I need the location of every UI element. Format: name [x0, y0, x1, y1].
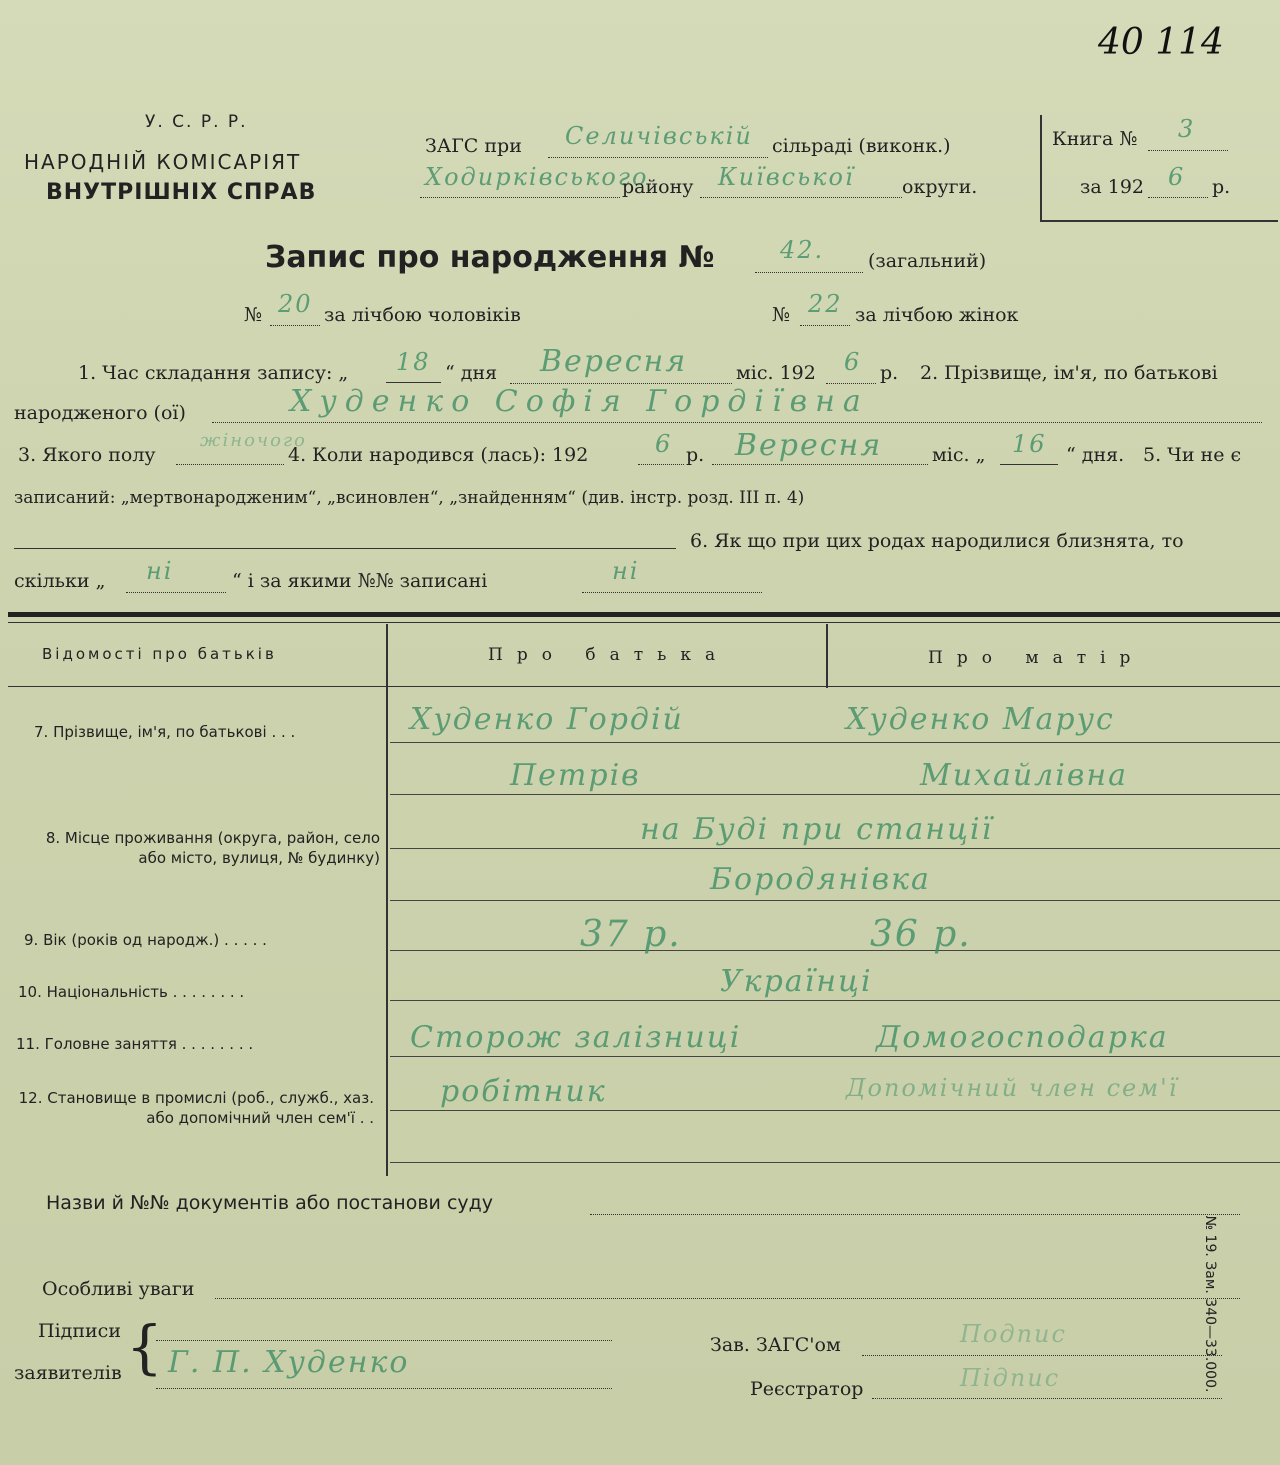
silradi-label: сільраді (виконк.) — [772, 135, 951, 157]
field1-month-suffix: міс. 192 — [736, 362, 816, 384]
record-title: Запис про народження № — [265, 240, 715, 275]
raion-value: Ходирківського — [425, 163, 649, 191]
book-label: Книга № — [1052, 128, 1138, 150]
field1-day-suffix: “ дня — [445, 362, 498, 384]
field1-day: 18 — [396, 348, 431, 376]
men-number-prefix: № — [244, 304, 262, 326]
field6-count: ні — [146, 557, 174, 585]
field2-label-2: народженого (ої) — [14, 402, 186, 424]
field1-month: Вересня — [540, 344, 688, 379]
book-value: 3 — [1178, 115, 1196, 143]
field5-label-2: записаний: „мертвонародженим“, „всиновлен“, „знайденням“ (див. інстр. розд. ІІІ п. 4) — [14, 488, 805, 508]
field1-year-suffix: р. — [880, 362, 899, 384]
signatures-label-1: Підписи — [38, 1320, 121, 1342]
field3-value: жіночого — [200, 430, 307, 451]
field4-day-suffix: “ дня. — [1066, 444, 1125, 466]
zags-value: Селичівській — [565, 122, 753, 150]
field6-label: 6. Як що при цих родах народилися близнята, то — [690, 530, 1184, 552]
row11-label: 11. Головне заняття . . . . . . . . — [16, 1035, 254, 1053]
field2-label: 2. Прізвище, ім'я, по батькові — [920, 362, 1218, 384]
father-patronymic: Петрів — [510, 758, 641, 793]
year-suffix: р. — [1212, 176, 1231, 198]
okrug-label: округи. — [902, 176, 978, 198]
table-header-father: Про батька — [488, 645, 730, 665]
mother-patronymic: Михайлівна — [920, 758, 1128, 793]
registrar-label: Реєстратор — [750, 1378, 864, 1400]
raion-label: району — [622, 176, 694, 198]
commissariat-label: НАРОДНІЙ КОМІСАРІЯТ — [24, 150, 302, 174]
women-number-label: за лічбою жінок — [855, 304, 1019, 326]
field4-month: Вересня — [735, 428, 883, 463]
year-label: за 192 — [1080, 176, 1144, 198]
signature-value: Г. П. Худенко — [168, 1345, 410, 1380]
table-header-info: Відомості про батьків — [42, 645, 277, 663]
documents-label: Назви й №№ документів або постанови суду — [46, 1192, 494, 1214]
side-print: № 19. Зам. 340—33.000. — [1202, 1215, 1218, 1393]
mother-occupation: Домогосподарка — [876, 1020, 1169, 1055]
field4-year: 6 — [655, 430, 673, 458]
table-header-mother: Про матір — [928, 648, 1145, 668]
row10-label: 10. Національність . . . . . . . . — [18, 983, 245, 1001]
field4-month-suffix: міс. „ — [932, 444, 986, 466]
field4-year-suffix: р. — [686, 444, 705, 466]
field5-label: 5. Чи не є — [1143, 444, 1242, 466]
men-number-label: за лічбою чоловіків — [324, 304, 521, 326]
record-number-suffix: (загальний) — [868, 250, 987, 272]
row9-label: 9. Вік (років од народж.) . . . . . — [24, 931, 267, 949]
women-number-prefix: № — [772, 304, 790, 326]
archive-number: 40 114 — [1098, 22, 1224, 63]
field1-label: 1. Час складання запису: „ — [78, 362, 349, 384]
father-name: Худенко Гордій — [410, 702, 684, 737]
record-number: 42. — [780, 236, 825, 264]
field3-label: 3. Якого полу — [18, 444, 156, 466]
father-occupation: Сторож залізниці — [410, 1020, 742, 1055]
row8-label: 8. Місце проживання (округа, район, село або місто, вулиця, № будинку) — [45, 829, 380, 867]
row7-label: 7. Прізвище, ім'я, по батькові . . . — [34, 723, 296, 741]
zags-head-label: Зав. ЗАГС'ом — [710, 1334, 841, 1356]
ussr-label: У. С. Р. Р. — [145, 112, 248, 132]
men-number-value: 20 — [278, 290, 313, 318]
field1-year: 6 — [844, 348, 862, 376]
field6-label-3: “ і за якими №№ записані — [232, 570, 488, 592]
mother-age: 36 р. — [870, 914, 972, 955]
internal-affairs-label: ВНУТРІШНІХ СПРАВ — [46, 180, 317, 205]
women-number-value: 22 — [808, 290, 843, 318]
father-position: робітник — [440, 1074, 607, 1109]
signatures-label-2: заявителів — [14, 1362, 122, 1384]
row12-label: 12. Становище в промислі (роб., служб., хаз. або допомічний член сем'ї . . — [18, 1089, 374, 1127]
zags-prefix: ЗАГС при — [425, 135, 522, 157]
notes-label: Особливі уваги — [42, 1278, 195, 1300]
mother-name: Худенко Марус — [846, 702, 1115, 737]
year-value: 6 — [1168, 163, 1186, 191]
zags-head-value: Подпис — [960, 1320, 1067, 1348]
residence-line-1: на Буді при станції — [640, 812, 994, 847]
field6-numbers: ні — [612, 557, 640, 585]
field4-day: 16 — [1012, 430, 1047, 458]
residence-line-2: Бородянівка — [710, 862, 931, 897]
father-age: 37 р. — [580, 914, 682, 955]
field2-value: Худенко Софія Гордіївна — [290, 384, 869, 419]
field6-label-2: скільки „ — [14, 570, 106, 592]
field4-label: 4. Коли народився (лась): 192 — [288, 444, 589, 466]
registrar-value: Підпис — [960, 1364, 1061, 1392]
signature-brace: { — [126, 1313, 163, 1381]
okrug-value: Київської — [718, 163, 855, 191]
mother-position: Допомічний член сем'ї — [846, 1074, 1179, 1102]
nationality: Українці — [720, 964, 873, 999]
